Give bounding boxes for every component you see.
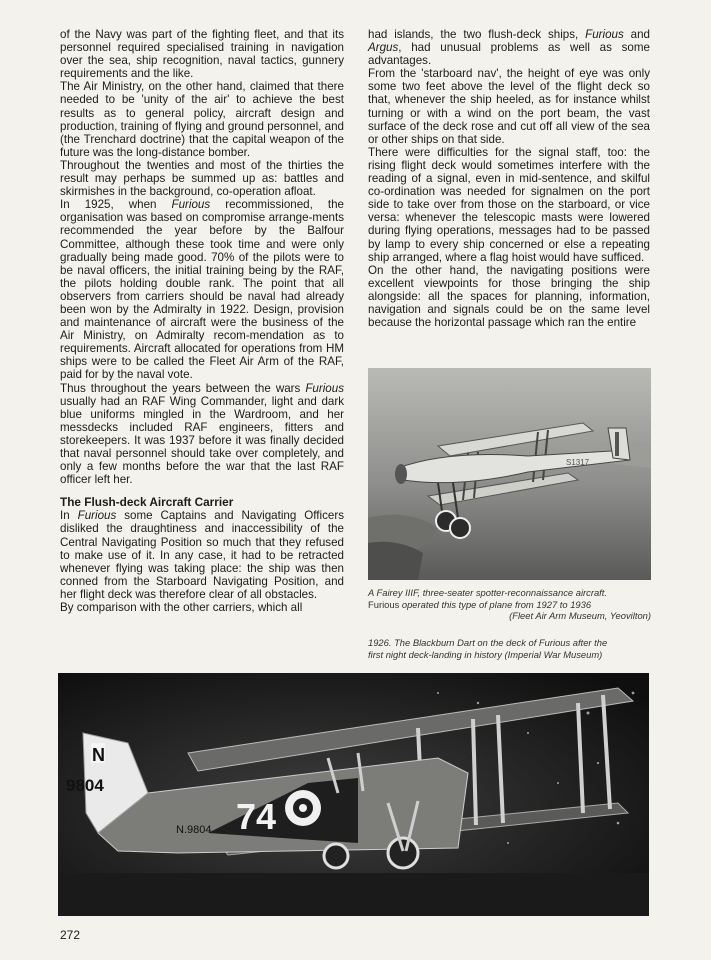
caption-line: operated this type of plane from 1927 to 1936 (399, 598, 592, 610)
right-text-column (368, 28, 650, 329)
section-heading: The Flush-deck Aircraft Carrier (60, 495, 234, 510)
text-run: usually had an RAF Wing Commander, light and dark blue uniforms mingled in the Wardroom, and her messdecks included RAF engineers, fitters and storekeepers. It was 1937 before it was finally decided that naval personnel should take over completely, and only a few months before the war that the last RAF officer left her. (60, 394, 344, 487)
text-run: and (623, 28, 650, 41)
ship-name: Furious (77, 509, 117, 523)
paragraph: From the 'starboard nav', the height of eye was only some two feet above the level of the flight deck so that, whenever the ship heeled, as for instance whilst turning or with a wind on the port beam, the vast surface of the deck rose and cut off all view of the sea or other ships on that side. (368, 67, 650, 146)
dart-tail-serial: 9804 (66, 776, 104, 795)
left-text-column (60, 28, 344, 614)
dart-fuselage-serial: N.9804 (176, 824, 212, 836)
fairey-iiif-photo (368, 368, 651, 580)
fairey-serial: S1317 (566, 458, 590, 467)
paragraph (60, 509, 344, 601)
blackburn-dart-photo (58, 673, 649, 916)
text-run: some Captains and Navigating Officers disliked the draughtiness and inaccessibility of the Central Navigating Position so much that they refused to make use of it. In any case, it had to be retracted whenever flying was taking place: the ship was then conned from the Starboard Navigating Position, and her flight deck was therefore clear of all obstacles. (60, 509, 344, 601)
paragraph: There were difficulties for the signal staff, too: the rising flight deck would sometimes interfere with the reading of a signal, even in mid-sentence, and skilful co-ordination was needed for signalmen on the port side to take over from those on the starboard, or vice versa: whenever the telescopic masts were lowered during flying operations, messages had to be passed by lamp to every ship concerned or else a repeating ship arranged, where a flag hoist would have sufficed. (368, 145, 650, 264)
page-number: 272 (60, 928, 81, 942)
paragraph (60, 198, 344, 381)
fairey-caption (368, 587, 651, 622)
ship-name: Furious (171, 198, 211, 212)
ship-name: Argus (368, 41, 399, 55)
paragraph: Throughout the twenties and most of the thirties the result may perhaps be summed up as: battles and skirmishes in the background, co-operation afloat. (60, 158, 344, 199)
paragraph: of the Navy was part of the fighting fleet, and that its personnel required specialised training in navigation over the sea, ship recognition, naval tactics, gunnery requirements and the like. (60, 28, 344, 81)
ship-name: Furious (305, 381, 344, 395)
photo-credit: (Fleet Air Arm Museum, Yeovilton) (509, 610, 651, 622)
text-run: had islands, the two flush-deck ships, (368, 28, 586, 41)
text-run: recommissioned, the organisation was based on compromise arrange-ments recommended the year before by the Balfour Committee, although these took time and were only gradually being made good. 70% of the pilots were to be naval officers, the initial training being by the RAF, the pilots holding double rank. The point that all observers from carriers should be naval had already been won by the Admiralty in 1922. Design, provision and maintenance of aircraft were the business of the Air Ministry, on Admiralty recom-mendation as to requirements. Aircraft allocated for operations from HM ships were to be called the Fleet Air Arm of the RAF, paid for by the naval vote. (60, 198, 345, 382)
caption-line: 1926. The Blackburn Dart on the deck of Furious after the (368, 637, 608, 648)
paragraph: By comparison with the other carriers, which all (60, 601, 303, 615)
text-run: , had unusual problems as well as some advantages. (368, 41, 650, 68)
text-run: Thus throughout the years between the wars (60, 381, 306, 395)
text-run: In 1925, when (60, 198, 172, 212)
caption-line: first night deck-landing in history (Imperial War Museum) (368, 648, 603, 660)
ship-name: Furious (585, 28, 624, 41)
dart-number: 74 (236, 796, 277, 837)
text-run: In (60, 509, 78, 523)
caption-line: A Fairey IIIF, three-seater spotter-reconnaissance aircraft. (368, 587, 607, 598)
paragraph: The Air Ministry, on the other hand, claimed that there needed to be 'unity of the air' to achieve the best results as to general policy, aircraft design and production, training of flying and ground personnel, and (the Trenchard doctrine) that the capital weapon of the future was the long-distance bomber. (60, 80, 344, 159)
paragraph: On the other hand, the navigating positions were excellent viewpoints for those bringing the ship alongside: all the spaces for planning, information, navigation and signals could be on the same level because the horizontal passage which ran the entire (368, 263, 650, 330)
paragraph (368, 28, 650, 67)
ship-name: Furious (368, 598, 400, 610)
paragraph (60, 382, 344, 487)
dart-tail-letter: N (92, 745, 105, 765)
dart-caption (368, 637, 651, 660)
